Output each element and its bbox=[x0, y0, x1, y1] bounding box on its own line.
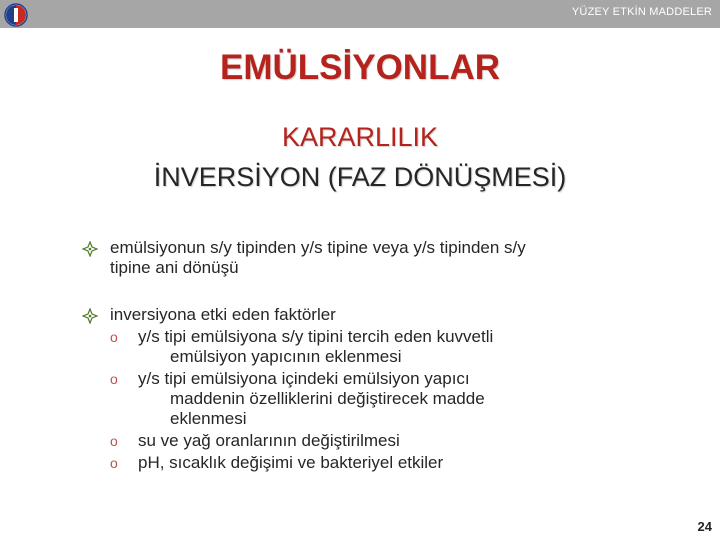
circle-bullet-icon: o bbox=[110, 433, 118, 449]
sub-list-item bbox=[110, 431, 670, 451]
header-bar bbox=[0, 0, 720, 28]
sub-list bbox=[110, 327, 670, 473]
header-text: YÜZEY ETKİN MADDELER bbox=[571, 6, 712, 18]
sub-list-item bbox=[110, 327, 670, 367]
sub-item-line: su ve yağ oranlarının değiştirilmesi bbox=[138, 431, 400, 450]
sub-list-item bbox=[110, 369, 670, 429]
sub-item-line: pH, sıcaklık değişimi ve bakteriyel etkiler bbox=[138, 453, 444, 472]
sub-list-item bbox=[110, 453, 670, 473]
sub-item-line: y/s tipi emülsiyona içindeki emülsiyon yapıcı bbox=[138, 369, 470, 388]
sub-item-line: y/s tipi emülsiyona s/y tipini tercih eden kuvvetli bbox=[138, 327, 494, 346]
bullet-item bbox=[110, 238, 670, 278]
diamond-bullet-icon bbox=[82, 308, 98, 324]
page-number: 24 bbox=[697, 519, 712, 534]
sub-item-line: eklenmesi bbox=[170, 409, 247, 428]
page-title: EMÜLSİYONLAR bbox=[220, 48, 500, 87]
bullet-text-line: emülsiyonun s/y tipinden y/s tipine veya y/s tipinden s/y bbox=[110, 238, 526, 257]
subtitle-inversion: İNVERSİYON (FAZ DÖNÜŞMESİ) bbox=[153, 162, 567, 192]
bullet-text-line: tipine ani dönüşü bbox=[110, 258, 239, 277]
bullet-text: inversiyona etki eden faktörler bbox=[110, 305, 336, 324]
sub-item-line: emülsiyon yapıcının eklenmesi bbox=[170, 347, 402, 366]
sub-item-line: maddenin özelliklerini değiştirecek madde bbox=[170, 389, 485, 408]
circle-bullet-icon: o bbox=[110, 371, 118, 387]
circle-bullet-icon: o bbox=[110, 455, 118, 471]
bullet-item bbox=[110, 305, 670, 475]
subtitle-stability: KARARLILIK bbox=[281, 122, 439, 152]
circle-bullet-icon: o bbox=[110, 329, 118, 345]
diamond-bullet-icon bbox=[82, 241, 98, 257]
university-logo-icon bbox=[4, 3, 28, 27]
